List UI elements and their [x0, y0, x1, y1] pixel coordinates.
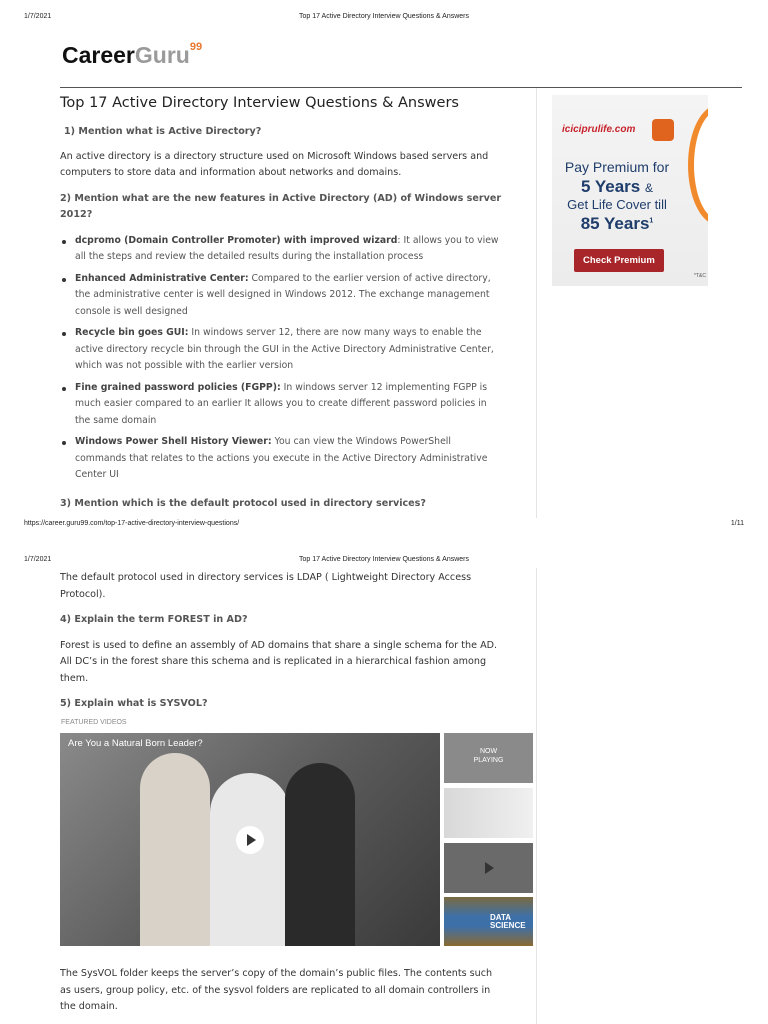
- ad-line1: Pay Premium for: [564, 159, 670, 175]
- play-icon[interactable]: [236, 826, 264, 854]
- ad-tc: *T&C: [694, 273, 706, 279]
- answer-3: The default protocol used in directory services is LDAP ( Lightweight Directory Access Protocol).: [60, 572, 472, 600]
- features-list: [60, 233, 500, 484]
- header-divider: [60, 87, 742, 88]
- answer-5: The SysVOL folder keeps the server’s copy of the domain’s public files. The contents such as users, group policy, etc. of the sysvol folders are replicated to all domain controllers in the domain.: [60, 968, 493, 1012]
- header-date: 1/7/2021: [24, 13, 52, 20]
- ad-line4: 85 Years: [580, 214, 650, 233]
- footer-url: https://career.guru99.com/top-17-active-directory-interview-questions/: [24, 520, 240, 527]
- question-1: 1) Mention what is Active Directory?: [64, 126, 262, 137]
- page-title: Top 17 Active Directory Interview Questions & Answers: [60, 95, 459, 111]
- now-playing-label: NOW PLAYING: [473, 748, 504, 764]
- careerguru-logo[interactable]: [62, 42, 202, 69]
- sidebar-divider: [536, 88, 537, 518]
- ad-image: [688, 105, 708, 225]
- ad-shield-icon: [652, 119, 674, 141]
- thumb-text: DATA SCIENCE: [490, 913, 526, 930]
- ad-amp: &: [644, 181, 653, 195]
- video-thumbnail[interactable]: [444, 897, 533, 946]
- logo-part2: Guru: [134, 42, 190, 68]
- header-title: Top 17 Active Directory Interview Questions & Answers: [298, 556, 470, 563]
- ad-line2: 5 Years: [580, 177, 641, 196]
- check-premium-button[interactable]: Check Premium: [574, 249, 664, 272]
- question-5: 5) Explain what is SYSVOL?: [60, 698, 208, 709]
- sidebar-divider: [536, 568, 537, 1024]
- ad-sup: 1: [649, 217, 654, 225]
- ad-brand: iciciprulife.com: [562, 124, 636, 135]
- feature-item: Enhanced Administrative Center: Compared to the earlier version of active directory, the administrative center is well designed in Windows 2012. The exchange management console is well designed: [60, 271, 500, 321]
- play-icon: [474, 854, 502, 882]
- feature-item: dcpromo (Domain Controller Promoter) with improved wizard: It allows you to view all the steps and review the detailed results during the installation process: [60, 233, 500, 266]
- answer-1: An active directory is a directory structure used on Microsoft Windows based servers and computers to store data and information about networks and domains.: [60, 150, 489, 178]
- footer-page-number: 1/11: [730, 520, 744, 527]
- header-title: Top 17 Active Directory Interview Questions & Answers: [298, 13, 470, 20]
- question-3: 3) Mention which is the default protocol used in directory services?: [60, 498, 426, 509]
- question-2: 2) Mention what are the new features in Active Directory (AD) of Windows server 2012?: [60, 192, 502, 220]
- header-date: 1/7/2021: [24, 556, 52, 563]
- featured-videos-label: FEATURED VIDEOS: [61, 719, 127, 726]
- feature-item: Recycle bin goes GUI: In windows server 12, there are now many ways to enable the active directory recycle bin through the GUI in the Active Directory Administrative Center, which was not possible with the earlier version: [60, 325, 500, 375]
- logo-part1: Career: [62, 42, 135, 68]
- video-thumbnail[interactable]: [444, 788, 533, 838]
- question-4: 4) Explain the term FOREST in AD?: [60, 614, 248, 625]
- video-person: [285, 763, 355, 946]
- logo-sup: 99: [189, 41, 203, 54]
- video-player[interactable]: [60, 733, 440, 946]
- video-title: Are You a Natural Born Leader?: [68, 738, 203, 749]
- feature-item: Windows Power Shell History Viewer: You can view the Windows PowerShell commands that relates to the actions you execute in the Active Directory Administrative Center UI: [60, 434, 500, 484]
- video-person: [210, 773, 290, 946]
- video-thumbnail[interactable]: [444, 843, 533, 893]
- answer-4: Forest is used to define an assembly of AD domains that share a single schema for the AD. All DC’s in the forest share this schema and is replicated in a hierarchical fashion among them.: [60, 639, 498, 684]
- advertisement-banner[interactable]: [552, 95, 708, 286]
- ad-line3: Get Life Cover till: [567, 197, 667, 212]
- video-thumbnail[interactable]: [444, 733, 533, 783]
- feature-item: Fine grained password policies (FGPP): In windows server 12 implementing FGPP is much easier compared to an earlier It allows you to create different password policies in the same domain: [60, 380, 500, 430]
- video-person: [140, 753, 210, 946]
